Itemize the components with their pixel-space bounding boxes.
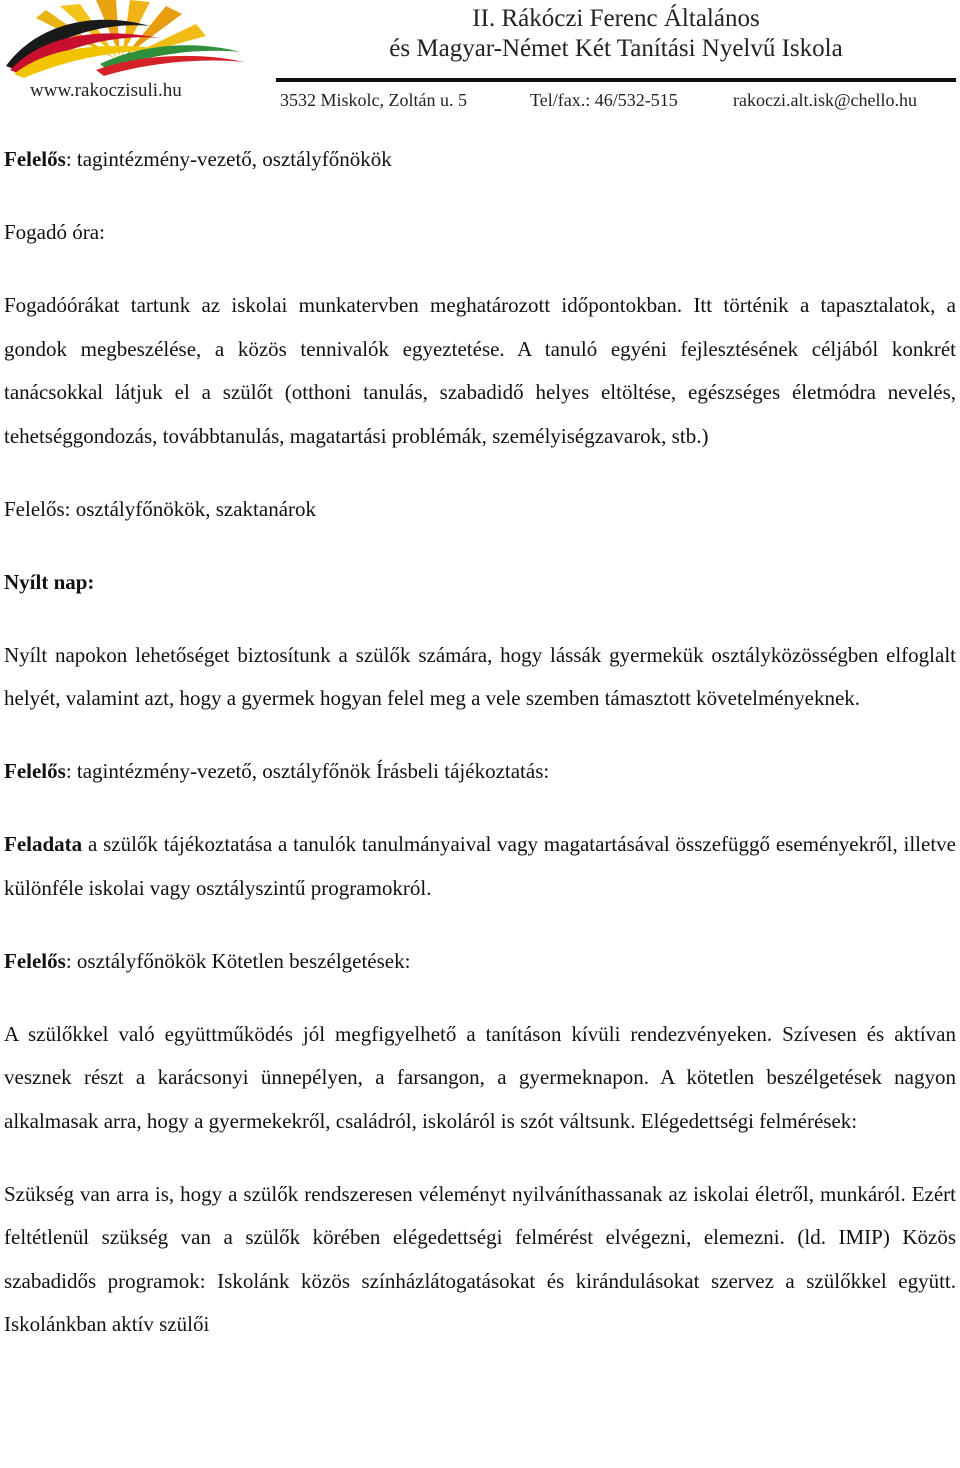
- paragraph-text: : osztályfőnökök Kötetlen beszélgetések:: [65, 948, 411, 973]
- letterhead: [0, 0, 960, 118]
- document-body: [4, 138, 956, 1347]
- bold-label: Felelős: [4, 948, 66, 973]
- school-address: 3532 Miskolc, Zoltán u. 5: [280, 90, 467, 110]
- paragraph-responsible-4: [4, 940, 956, 984]
- paragraph-office-hours: Fogadóórákat tartunk az iskolai munkatervben meghatározott időpontokban. Itt történik a tapasztalatok, a gondok megbeszélése, a közös tennivalók egyeztetése. A tanuló egyéni fejlesztésének céljából konkrét tanácsokkal látjuk el a szülőt (otthoni tanulás, szabadidő helyes eltöltése, egészséges életmódra nevelés, tehetséggondozás, továbbtanulás, magatartási problémák, személyiségzavarok, stb.): [4, 293, 956, 448]
- school-website-url: www.rakoczisuli.hu: [30, 80, 182, 101]
- header-divider: [276, 78, 956, 82]
- bold-label: Felelős: [4, 147, 66, 171]
- bold-heading: Nyílt nap:: [4, 569, 95, 594]
- paragraph-text: a szülők tájékoztatása a tanulók tanulmányaival vagy magatartásával összefüggő eseményekről, illetve különféle iskolai vagy osztályszintű programokról.: [4, 832, 956, 900]
- school-name-line-1: II. Rákóczi Ferenc Általános: [472, 5, 760, 32]
- paragraph-responsible-3: [4, 750, 956, 794]
- heading-open-day: [4, 561, 956, 605]
- school-telfax: Tel/fax.: 46/532-515: [530, 90, 678, 110]
- paragraph-text: : tagintézmény-vezető, osztályfőnök Írásbeli tájékoztatás:: [65, 759, 550, 783]
- paragraph-responsible-1: [4, 138, 956, 182]
- paragraph-satisfaction: Szükség van arra is, hogy a szülők rendszeresen véleményt nyilváníthassanak az iskolai életről, munkáról. Ezért feltétlenül szükség van a szülők körében elégedettségi felmérést elvégezni, elemezni. (ld. IMIP) Közös szabadidős programok: Iskolánk közös színházlátogatásokat és kirándulásokat szervez a szülőkkel együtt. Iskolánkban aktív szülői: [4, 1181, 956, 1336]
- school-email: rakoczi.alt.isk@chello.hu: [733, 90, 918, 110]
- paragraph-informal-talks: A szülőkkel való együttműködés jól megfigyelhető a tanításon kívüli rendezvényeken. Szívesen és aktívan vesznek részt a karácsonyi ünnepélyen, a farsangon, a gyermeknapon. A kötetlen beszélgetések nagyon alkalmasak arra, hogy a gyermekekről, családról, iskoláról is szót váltsunk. Elégedettségi felmérések:: [4, 1021, 956, 1133]
- school-name-line-2: és Magyar-Német Két Tanítási Nyelvű Iskola: [389, 35, 843, 62]
- paragraph-open-day: Nyílt napokon lehetőséget biztosítunk a szülők számára, hogy lássák gyermekük osztályközösségben elfoglalt helyét, valamint azt, hogy a gyermek hogyan felel meg a vele szemben támasztott követelményeknek.: [4, 642, 956, 710]
- bold-label: Felelős: [4, 759, 66, 783]
- bold-label: Feladata: [4, 832, 83, 856]
- heading-office-hours: Fogadó óra:: [4, 220, 105, 244]
- paragraph-text: : tagintézmény-vezető, osztályfőnökök: [65, 147, 392, 171]
- school-name: [276, 4, 956, 64]
- paragraph-responsible-2: Felelős: osztályfőnökök, szaktanárok: [4, 496, 317, 521]
- paragraph-task: [4, 823, 956, 910]
